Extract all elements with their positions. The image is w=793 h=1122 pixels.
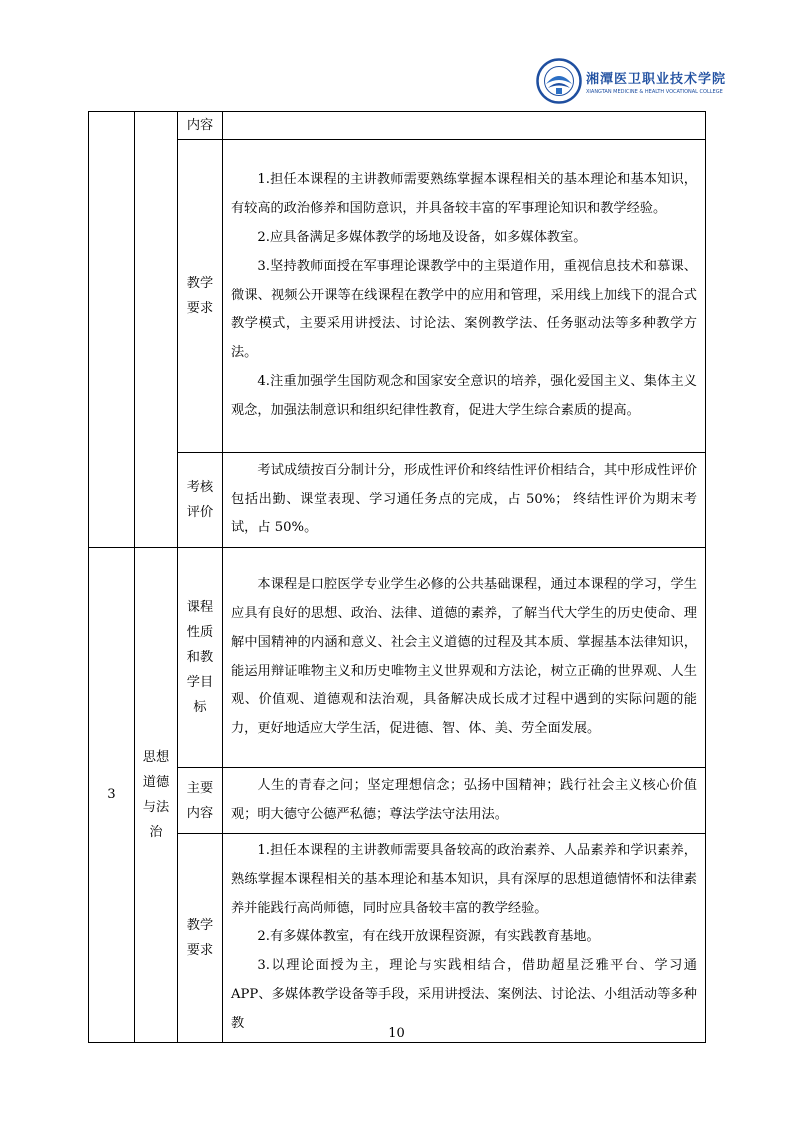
table-row xyxy=(89,140,706,453)
paragraph: 1.担任本课程的主讲教师需要熟练掌握本课程相关的基本理论和基本知识，有较高的政治修养和国防意识，并具备较丰富的军事理论知识和教学经验。 xyxy=(231,172,697,217)
paragraph: 4.注重加强学生国防观念和国家安全意识的培养，强化爱国主义、集体主义观念，加强法制意识和组织纪律性教育，促进大学生综合素质的提高。 xyxy=(231,373,697,418)
paragraph: 人生的青春之问；坚定理想信念；弘扬中国精神；践行社会主义核心价值观；明大德守公德严私德；尊法学法守法用法。 xyxy=(231,777,697,822)
paragraph: 本课程是口腔医学专业学生必修的公共基础课程，通过本课程的学习，学生应具有良好的思想、政治、法律、道德的素养，了解当代大学生的历史使命、理解中国精神的内涵和意义、社会主义道德的过程及其本质、掌握基本法律知识，能运用辩证唯物主义和历史唯物主义世界观和方法论，树立正确的世界观、人生观、价值观、道德观和法治观，具备解决成长成才过程中遇到的实际问题的能力，更好地适应大学生活，促进德、智、体、美、劳全面发展。 xyxy=(231,577,697,737)
course-name: 思想道德与法治 xyxy=(135,548,178,1043)
paragraph: 2.应具备满足多媒体教学的场地及设备，如多媒体教室。 xyxy=(257,230,587,245)
row-content xyxy=(223,768,706,834)
paragraph: 1.担任本课程的主讲教师需要具备较高的政治素养、人品素养和学识素养，熟练掌握本课程相关的基本理论和基本知识，具有深厚的思想道德情怀和法律素养并能践行高尚师德，同时应具备较丰富的教学经验。 xyxy=(231,843,697,916)
row-label: 教学要求 xyxy=(178,140,223,453)
table-row xyxy=(89,548,706,768)
row-content xyxy=(223,453,706,548)
paragraph: 2.有多媒体教室，有在线开放课程资源，有实践教育基地。 xyxy=(257,929,600,945)
school-logo xyxy=(536,58,726,104)
row-content xyxy=(223,140,706,453)
table-row xyxy=(89,768,706,834)
row-label: 主要内容 xyxy=(178,768,223,834)
school-name-en: XIANGTAN MEDICINE & HEALTH VOCATIONAL COLLEGE xyxy=(586,88,723,95)
paragraph: 3.坚持教师面授在军事理论课教学中的主渠道作用，重视信息技术和慕课、微课、视频公开课等在线课程在教学中的应用和管理，采用线上加线下的混合式教学模式，主要采用讲授法、讨论法、案例教学法、任务驱动法等多种教学方法。 xyxy=(231,258,697,361)
paragraph: 3.以理论面授为主，理论与实践相结合，借助超星泛雅平台、学习通 APP、多媒体教学设备等手段，采用讲授法、案例法、讨论法、小组活动等多种教 xyxy=(231,958,697,1031)
course-number: 3 xyxy=(89,548,135,1043)
table-row xyxy=(89,834,706,1043)
course-no-cell xyxy=(89,112,135,548)
row-content xyxy=(223,834,706,1043)
row-content xyxy=(223,112,706,140)
course-name-cell xyxy=(135,112,178,548)
row-label: 教学要求 xyxy=(178,834,223,1043)
table-row xyxy=(89,112,706,140)
school-name-cn: 湘潭医卫职业技术学院 xyxy=(586,71,727,87)
row-label: 内容 xyxy=(178,112,223,140)
table-row xyxy=(89,453,706,548)
curriculum-table xyxy=(88,111,706,1043)
row-label: 课程性质和教学目标 xyxy=(178,548,223,768)
page-number: 10 xyxy=(388,1026,405,1041)
row-label: 考核评价 xyxy=(178,453,223,548)
school-seal-icon xyxy=(536,58,582,104)
paragraph: 考试成绩按百分制计分，形成性评价和终结性评价相结合，其中形成性评价包括出勤、课堂表现、学习通任务点的完成，占 50%； 终结性评价为期末考试，占 50%。 xyxy=(231,462,697,536)
row-content xyxy=(223,548,706,768)
